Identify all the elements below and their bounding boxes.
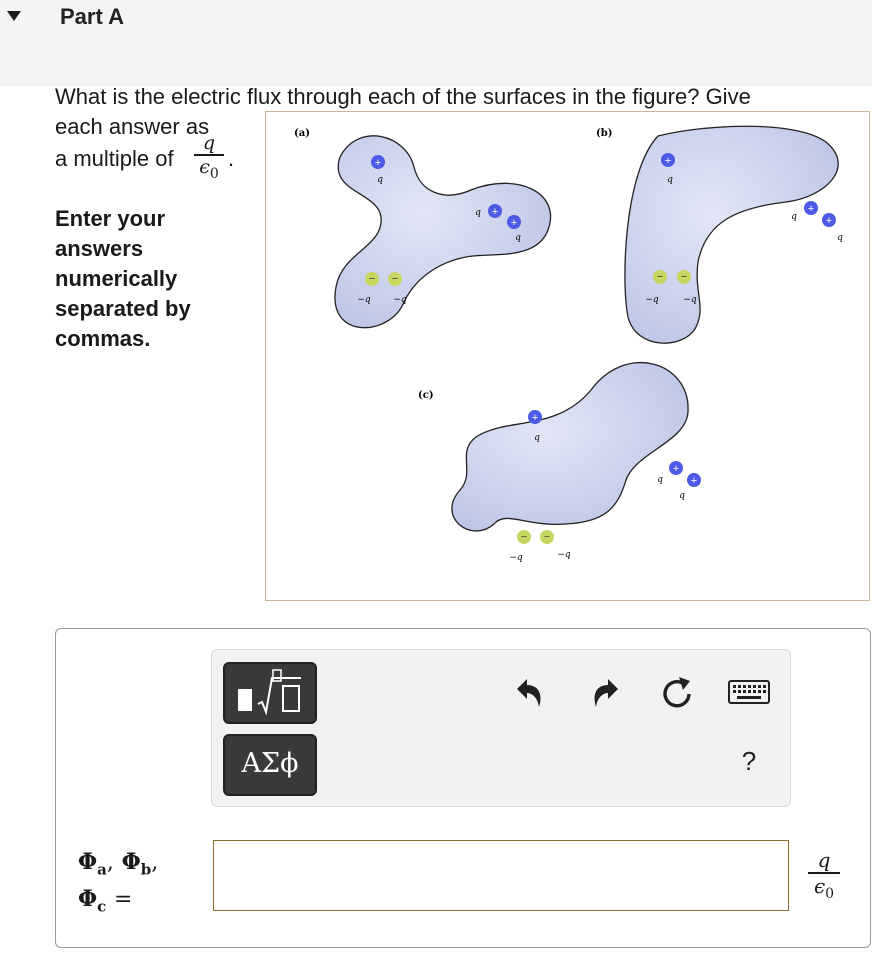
svg-text:q: q	[475, 208, 481, 218]
undo-icon[interactable]	[509, 673, 549, 713]
templates-button[interactable]	[223, 662, 317, 724]
gauss-surfaces-diagram	[266, 112, 869, 600]
svg-text:q: q	[791, 212, 797, 222]
svg-text:q: q	[679, 491, 685, 501]
part-header[interactable]	[0, 0, 872, 86]
panel-label-c: (c)	[418, 390, 434, 401]
question-period: .	[228, 146, 235, 171]
svg-text:q: q	[837, 233, 843, 243]
charge-positive	[791, 201, 818, 222]
reset-icon[interactable]	[657, 673, 697, 713]
greek-symbols-button[interactable]: ΑΣϕ	[223, 734, 317, 796]
surface-c	[452, 363, 688, 531]
math-toolbar	[211, 649, 791, 807]
flux-figure	[265, 111, 870, 601]
svg-text:−q: −q	[357, 295, 371, 305]
charge-negative	[540, 530, 571, 560]
fraction-numerator: q	[202, 132, 216, 154]
svg-text:−q: −q	[509, 553, 523, 563]
part-title: Part A	[60, 4, 124, 29]
svg-text:+: +	[664, 155, 672, 167]
question-text-line3: a multiple of	[55, 146, 174, 171]
keyboard-icon[interactable]	[727, 677, 771, 707]
svg-text:−: −	[391, 273, 399, 285]
panel-label-a: (a)	[294, 128, 310, 139]
svg-text:q: q	[377, 175, 383, 185]
flux-label: $\Phi_a$, $\Phi_b$, $\Phi_c$ =	[78, 849, 159, 916]
svg-text:+: +	[374, 157, 382, 169]
svg-text:−q: −q	[557, 550, 571, 560]
svg-text:−: −	[543, 531, 551, 543]
svg-text:−q: −q	[645, 295, 659, 305]
templates-icon	[225, 664, 315, 722]
surface-b	[625, 126, 838, 343]
q-over-epsilon-fraction	[194, 133, 224, 183]
charge-positive	[657, 461, 683, 485]
svg-text:+: +	[510, 217, 518, 229]
svg-text:q: q	[515, 233, 521, 243]
redo-icon[interactable]	[586, 673, 626, 713]
svg-text:−: −	[520, 531, 528, 543]
svg-text:−: −	[368, 273, 376, 285]
svg-text:q: q	[534, 433, 540, 443]
answer-panel	[55, 628, 871, 948]
svg-text:+: +	[531, 412, 539, 424]
charge-negative	[509, 530, 531, 563]
svg-text:−q: −q	[393, 295, 407, 305]
svg-text:q: q	[667, 175, 673, 185]
answer-instructions: Enter your answers numerically separated by commas.	[55, 206, 191, 351]
question-text-line2: each answer as	[55, 114, 210, 139]
svg-text:+: +	[807, 203, 815, 215]
caret-down-icon[interactable]	[6, 10, 22, 22]
svg-text:+: +	[491, 206, 499, 218]
charge-positive	[679, 473, 701, 501]
svg-text:+: +	[690, 475, 698, 487]
svg-text:−: −	[656, 271, 664, 283]
svg-text:q: q	[657, 475, 663, 485]
svg-text:−q: −q	[683, 295, 697, 305]
question-text-line1: What is the electric flux through each of the surfaces in the figure? Give	[55, 84, 751, 109]
svg-text:+: +	[825, 215, 833, 227]
answer-input[interactable]	[213, 840, 789, 911]
svg-text:−: −	[680, 271, 688, 283]
fraction-denominator: $\epsilon_0$	[199, 155, 219, 182]
unit-fraction: q $\epsilon_0$	[808, 849, 840, 905]
help-button[interactable]: ?	[741, 746, 757, 776]
panel-label-b: (b)	[596, 128, 613, 139]
charge-positive	[822, 213, 843, 243]
svg-text:+: +	[672, 463, 680, 475]
